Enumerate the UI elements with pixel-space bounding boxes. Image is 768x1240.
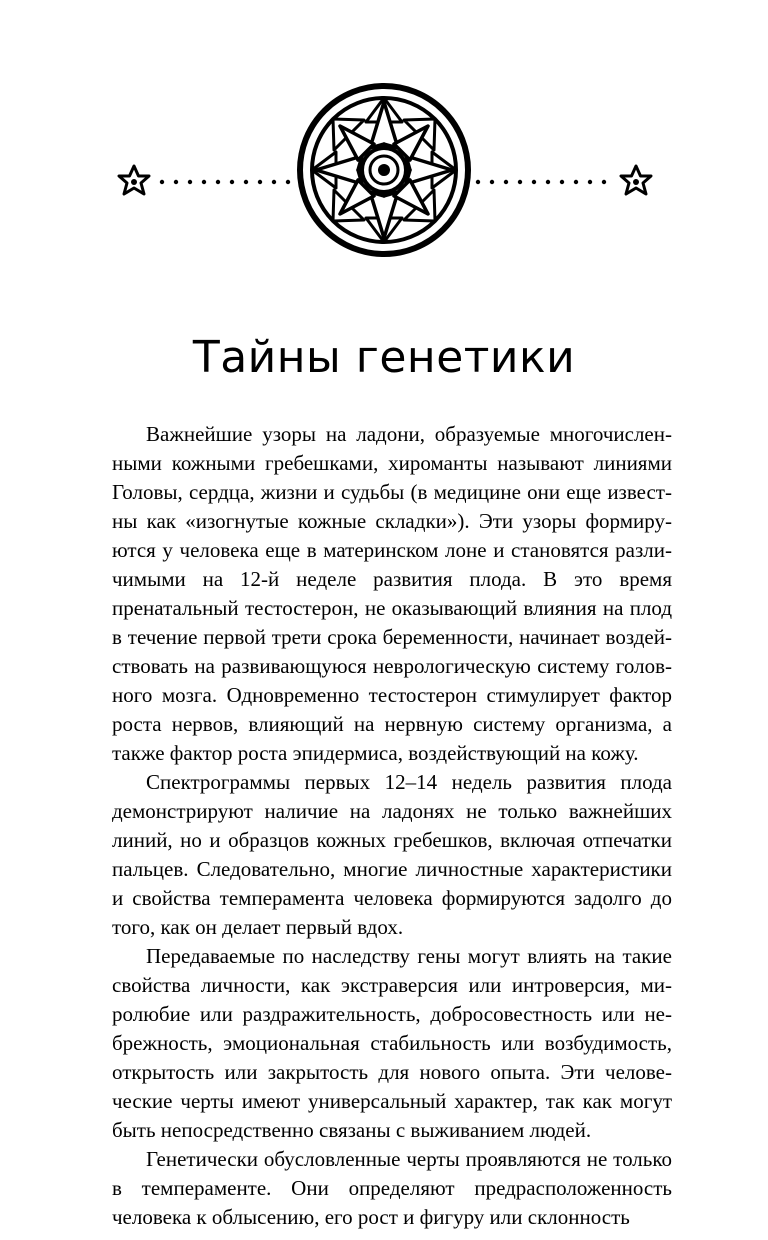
body-text — [112, 420, 672, 1232]
paragraph-3: Передаваемые по наследству гены могут влиять на такие свойства личности, как экстраверсия или интроверсия, миролюбие или раздражительность, добросовестность или небрежность, эмоциональная стабильность или возбудимость, открытость или закрытость для нового опыта. Эти человеческие черты имеют универсальный характер, так как могут быть непосредственно связаны с выживанием людей. — [112, 944, 672, 1142]
page-title: Тайны генетики — [192, 332, 576, 383]
chapter-ornament — [0, 0, 768, 290]
paragraph-4: Генетически обусловленные черты проявляются не только в темпераменте. Они определяют предрасположенность человека к облысению, его рост и фигуру или склонность — [112, 1147, 672, 1229]
right-dotted-line — [476, 180, 606, 184]
right-star-icon — [621, 166, 651, 194]
compass-rose-medallion-icon — [300, 86, 468, 254]
paragraph-2: Спектрограммы первых 12–14 недель развития плода демонстрируют наличие на ладонях не только важнейших линий, но и образцов кожных гребешков, включая отпечатки пальцев. Следовательно, многие личностные характеристики и свойства темперамента человека формируются задолго до того, как он делает первый вдох. — [112, 770, 672, 939]
paragraph-1: Важнейшие узоры на ладони, образуемые многочисленными кожными гребешками, хироманты называют линиями Головы, сердца, жизни и судьбы (в медицине они еще известны как «изогнутые кожные складки»). Эти узоры формируются у человека еще в материнском лоне и становятся различимыми на 12-й неделе развития плода. В это время пренатальный тестостерон, не оказывающий влияния на плод в течение первой трети срока беременности, начинает воздействовать на развивающуюся неврологическую систему головного мозга. Одновременно тестостерон стимулирует фактор роста нервов, влияющий на нервную систему организма, а также фактор роста эпидермиса, воздействующий на кожу. — [112, 422, 672, 765]
left-star-icon — [119, 166, 149, 194]
left-dotted-line — [160, 180, 290, 184]
